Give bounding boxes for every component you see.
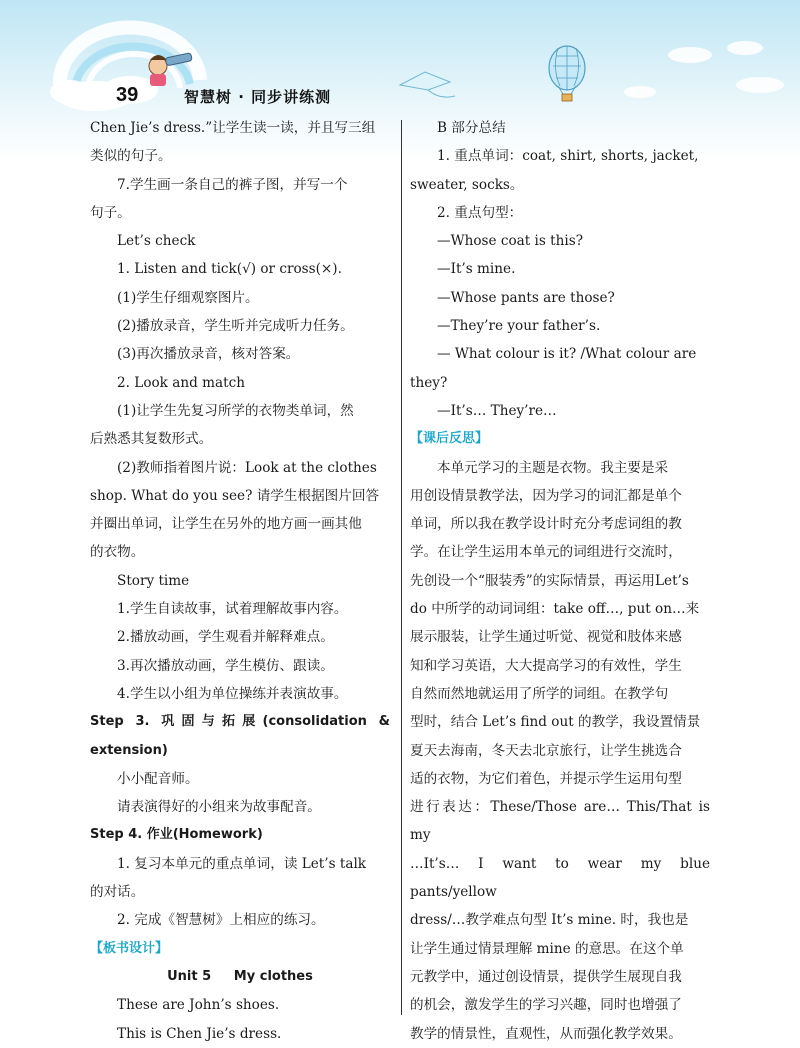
text-line: dress/…教学难点句型 It’s mine. 时，我也是 (410, 912, 689, 929)
left-column (90, 114, 390, 1048)
text-line: 类似的句子。 (90, 148, 172, 165)
reflection-tag: 【课后反思】 (410, 431, 489, 447)
text-line: 并圈出单词，让学生在另外的地方画一画其他 (90, 516, 362, 533)
text-line: 展示服装，让学生通过听觉、视觉和肢体来感 (410, 629, 682, 646)
dialogue-line: —They’re your father’s. (437, 318, 601, 335)
text-line: 请表演得好的小组来为故事配音。 (117, 799, 321, 816)
text-line: 2.播放动画，学生观看并解释难点。 (117, 629, 334, 646)
small-cloud-icon (624, 41, 784, 98)
text-line: 自然而然地就运用了所学的词组。在教学句 (410, 685, 669, 702)
text-line: This is Chen Jie’s dress. (117, 1025, 282, 1042)
text-line: (1)学生仔细观察图片。 (117, 289, 259, 306)
text-line: 的衣物。 (90, 544, 145, 561)
text-line: 1. 重点单词：coat, shirt, shorts, jacket, (437, 148, 699, 165)
step-4-heading: Step 4. 作业(Homework) (90, 827, 263, 843)
dialogue-line: — What colour is it? /What colour are (437, 346, 697, 363)
text-line: (2)教师指着图片说：Look at the clothes (117, 459, 377, 476)
dialogue-line: —It’s mine. (437, 261, 516, 278)
text-line: 本单元学习的主题是衣物。我主要是采 (437, 459, 669, 476)
text-line: (2)播放录音，学生听并完成听力任务。 (117, 318, 354, 335)
cloud-icon (50, 76, 158, 111)
text-line: 3.再次播放动画，学生模仿、跟读。 (117, 657, 334, 674)
section-heading-part-b-summary: B 部分总结 (437, 120, 506, 136)
text-line: 1. 复习本单元的重点单词，读 Let’s talk (117, 855, 367, 872)
text-line: 7.学生画一条自己的裤子图，并写一个 (117, 176, 348, 193)
text-line: sweater, socks。 (410, 176, 524, 193)
dialogue-line: —Whose pants are those? (437, 289, 615, 306)
board-design-tag: 【板书设计】 (90, 940, 169, 956)
right-column (410, 114, 710, 1048)
text-line: 小小配音师。 (117, 770, 199, 787)
unit-title: Unit 5 My clothes (167, 968, 313, 984)
hot-air-balloon-icon (549, 46, 585, 101)
text-line: (3)再次播放录音，核对答案。 (117, 346, 300, 363)
page-number: 39 (116, 84, 139, 106)
dialogue-line: —Whose coat is this? (437, 233, 584, 250)
section-heading-story-time: Story time (117, 572, 190, 589)
text-line: 2. 重点句型： (437, 204, 523, 221)
dialogue-line: they? (410, 374, 448, 391)
text-line: 后熟悉其复数形式。 (90, 431, 213, 448)
text-line: 2. 完成《智慧树》上相应的练习。 (117, 912, 325, 929)
text-line: 教学的情景性，直观性，从而强化教学效果。 (410, 1025, 682, 1042)
text-line: 学。在让学生运用本单元的词组进行交流时， (410, 544, 682, 561)
text-line: 1.学生自读故事，试着理解故事内容。 (117, 601, 348, 618)
text-line: 用创设情景教学法，因为学习的词汇都是单个 (410, 487, 682, 504)
text-line: 适的衣物，为它们着色，并提示学生运用句型 (410, 770, 682, 787)
text-line: 的机会，激发学生的学习兴趣，同时也增强了 (410, 997, 682, 1014)
text-line: Chen Jie’s dress.”让学生读一读，并且写三组 (90, 120, 376, 136)
text-line: do 中所学的动词词组：take off…, put on…来 (410, 601, 700, 618)
text-line: These are John’s shoes. (117, 997, 280, 1014)
text-line: 2. Look and match (117, 374, 245, 391)
text-line: 1. Listen and tick(√) or cross(×). (117, 261, 342, 278)
column-divider (401, 120, 402, 1015)
dialogue-line: —It’s… They’re… (437, 402, 557, 419)
kite-icon (400, 72, 455, 97)
text-line: 先创设一个“服装秀”的实际情景，再运用Let’s (410, 572, 689, 589)
text-line: 进行表达：These/Those are… This/That is my (410, 799, 710, 844)
step-3-heading: Step 3. 巩固与拓展(consolidation & extension) (90, 714, 390, 758)
text-line: 夏天去海南，冬天去北京旅行，让学生挑选合 (410, 742, 682, 759)
text-line: 4.学生以小组为单位操练并表演故事。 (117, 685, 348, 702)
text-line: 型时，结合 Let’s find out 的教学，我设置情景 (410, 714, 701, 731)
text-line: 句子。 (90, 204, 131, 221)
series-title: 智慧树 · 同步讲练测 (184, 88, 332, 106)
text-line: shop. What do you see? 请学生根据图片回答 (90, 487, 380, 504)
text-line: 单词，所以我在教学设计时充分考虑词组的教 (410, 516, 682, 533)
text-line: 元教学中，通过创设情景，提供学生展现自我 (410, 968, 682, 985)
text-line: 让学生通过情景理解 mine 的意思。在这个单 (410, 940, 684, 957)
section-heading-lets-check: Let’s check (117, 233, 196, 250)
text-line: …It’s… I want to wear my blue pants/yellow (410, 855, 710, 901)
text-line: 的对话。 (90, 884, 145, 901)
text-line: 知和学习英语，大大提高学习的有效性，学生 (410, 657, 682, 674)
text-line: (1)让学生先复习所学的衣物类单词，然 (117, 402, 354, 419)
